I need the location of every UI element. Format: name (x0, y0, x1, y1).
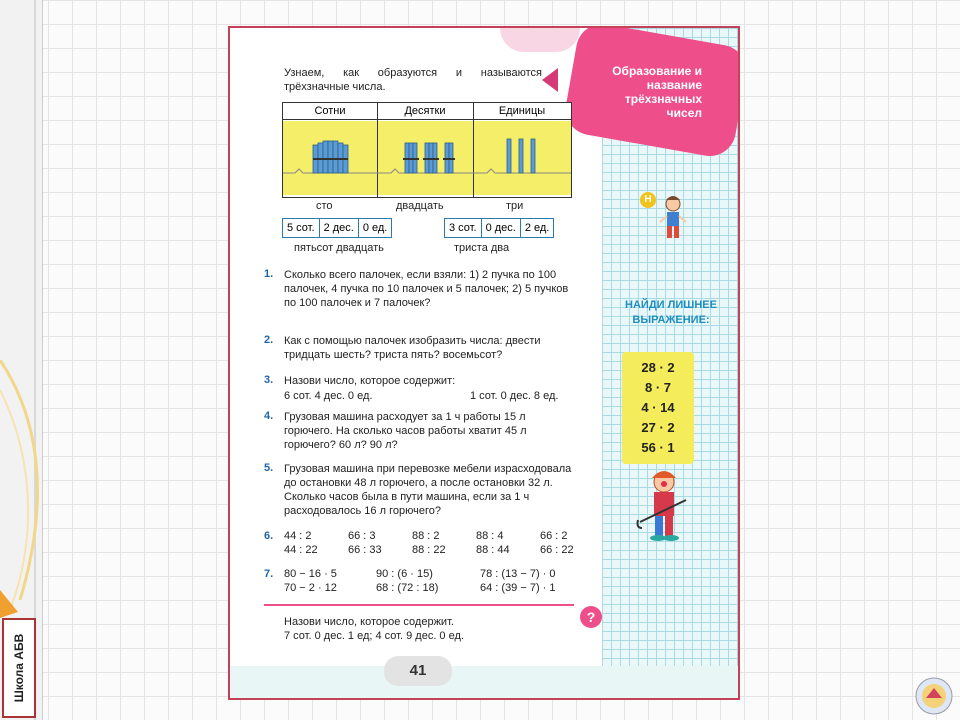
task-7-expr: 68 : (72 : 18) (376, 582, 439, 594)
task-3-part: 6 сот. 4 дес. 0 ед. (284, 390, 373, 402)
task-7-expr: 90 : (6 · 15) (376, 568, 433, 580)
box-cell: 0 ед. (362, 222, 388, 234)
bottom-question-values: 7 сот. 0 дес. 1 ед; 4 сот. 9 дес. 0 ед. (284, 630, 464, 642)
bottom-question: Назови число, которое содержит. (284, 616, 454, 628)
task-number: 7. (264, 568, 274, 580)
page-footer-band (230, 666, 738, 698)
place-value-box-302 (444, 218, 554, 238)
school-tab[interactable] (2, 618, 36, 718)
task-4-text: Грузовая машина расходует за 1 ч работы 15 л горючего. На сколько часов работы хватит 45 л горючего? 60 л? 90 л? (284, 411, 527, 451)
box-cell: 0 дес. (482, 219, 521, 237)
find-expression: 27 · 2 (641, 420, 675, 435)
task-6-expr: 88 : 4 (476, 530, 504, 542)
page-title: Образование и название трёхзначных чисел (612, 64, 702, 120)
task-1-text: Сколько всего палочек, если взяли: 1) 2 пучка по 100 палочек, 4 пучка по 10 палочек и 5 палочек; 2) 5 пучков по 100 палочек и 7 палочек? (284, 269, 569, 309)
boy-figure-icon (658, 194, 688, 242)
header-ones: Единицы (498, 105, 546, 117)
task-6-expr: 88 : 22 (412, 544, 446, 556)
task-6-expr: 66 : 22 (540, 544, 574, 556)
box-cell: 5 сот. (283, 219, 320, 237)
divider-line (264, 604, 574, 606)
task-7-expr: 64 : (39 − 7) · 1 (480, 582, 556, 594)
corner-logo-icon (914, 676, 954, 716)
caption-302: триста два (454, 242, 510, 254)
task-2-text: Как с помощью палочек изобразить числа: двести тридцать шесть? триста пять? восемьсот? (284, 335, 541, 361)
find-expression: 28 · 2 (641, 360, 675, 375)
question-icon: ? (580, 606, 602, 628)
task-3-text: Назови число, которое содержит: (284, 375, 456, 387)
task-7-expr: 80 − 16 · 5 (284, 568, 337, 580)
page-number: 41 (384, 656, 452, 686)
place-value-table (282, 102, 572, 198)
find-expression: 4 · 14 (641, 400, 675, 415)
task-6-expr: 44 : 22 (284, 544, 318, 556)
sticks-illustration (283, 121, 571, 195)
word-hundred: сто (316, 200, 333, 212)
hint-badge-icon: Н (640, 192, 656, 208)
find-expression: 8 · 7 (644, 380, 671, 395)
task-number: 3. (264, 374, 274, 386)
box-cell: 3 сот. (445, 219, 482, 237)
task-number: 6. (264, 530, 274, 542)
header-hundreds: Сотни (314, 105, 346, 117)
word-three: три (506, 200, 524, 212)
task-3-part: 1 сот. 0 дес. 8 ед. (470, 390, 559, 402)
task-7-expr: 70 − 2 · 12 (284, 582, 337, 594)
header-tens: Десятки (404, 105, 446, 117)
clown-figure-icon (634, 468, 694, 544)
task-6-expr: 88 : 44 (476, 544, 510, 556)
textbook-page (228, 26, 740, 700)
pink-decoration (500, 28, 580, 52)
box-cell: 2 дес. (320, 219, 359, 237)
task-number: 4. (264, 410, 274, 422)
task-6-expr: 66 : 2 (540, 530, 568, 542)
box-cell: 2 ед. (524, 222, 550, 234)
task-6-expr: 88 : 2 (412, 530, 440, 542)
find-extra-box (622, 352, 694, 464)
task-number: 1. (264, 268, 274, 280)
caption-520: пятьсот двадцать (294, 242, 384, 254)
task-6-expr: 44 : 2 (284, 530, 312, 542)
place-value-box-520 (282, 218, 392, 238)
task-5-text: Грузовая машина при перевозке мебели израсходовала до остановки 48 л горючего, а после остановки 32 л. Сколько часов была в пути машина, если за 1 ч расходовалось 16 л горючего? (284, 463, 572, 517)
intro-text: Узнаем, как образуются и называются трёхзначные числа. (284, 67, 542, 93)
task-number: 5. (264, 462, 274, 474)
find-expression: 56 · 1 (641, 440, 675, 455)
task-7-expr: 78 : (13 − 7) · 0 (480, 568, 556, 580)
task-6-expr: 66 : 3 (348, 530, 376, 542)
task-number: 2. (264, 334, 274, 346)
task-6-expr: 66 : 33 (348, 544, 382, 556)
word-twenty: двадцать (396, 200, 444, 212)
find-extra-title: НАЙДИ ЛИШНЕЕ ВЫРАЖЕНИЕ: (625, 299, 717, 326)
decorative-swoosh (0, 360, 60, 620)
title-arrow-icon (542, 68, 558, 92)
school-label: Школа АБВ (12, 633, 26, 703)
